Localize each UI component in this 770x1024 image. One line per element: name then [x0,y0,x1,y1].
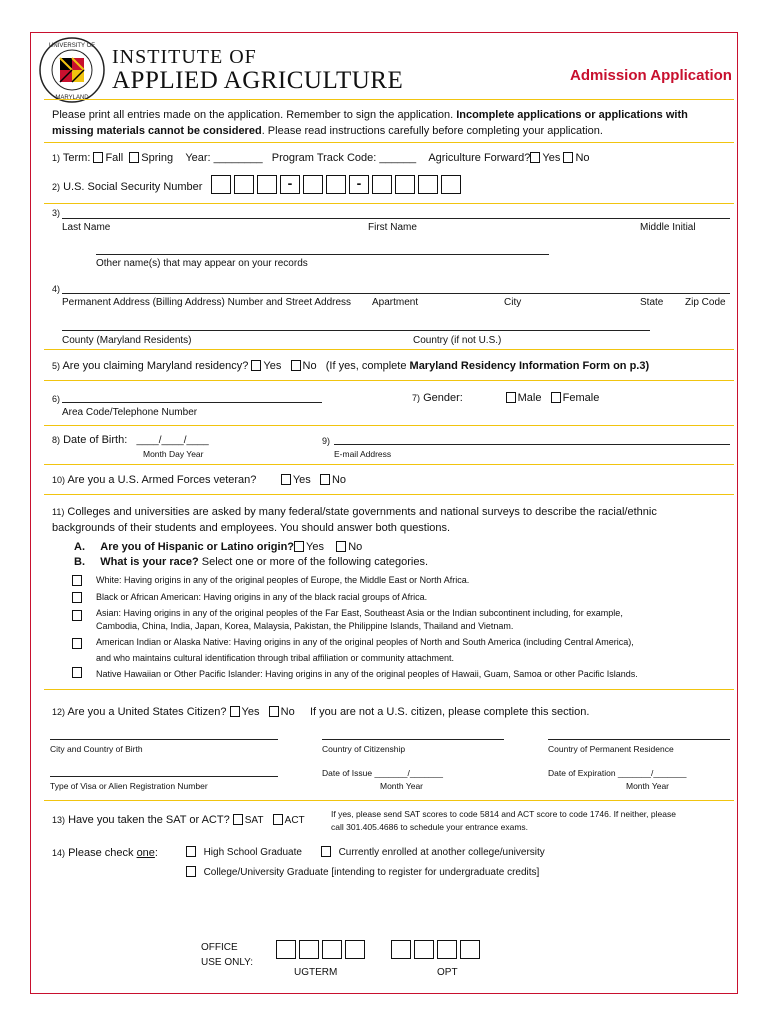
ag-forward-yes: Yes [542,152,561,164]
hs-grad-checkbox[interactable] [186,846,196,857]
svg-text:MARYLAND: MARYLAND [55,95,89,101]
first-name-label: First Name [368,222,417,233]
sat-act-note-2: call 301.405.4686 to schedule your entrance exams. [331,822,529,832]
residency-no: No [302,360,317,372]
q11-b-letter: B. [74,556,85,568]
q14-label-pre: Please check [68,847,137,859]
q11-intro-2: backgrounds of their students and employees. You should answer both questions. [52,522,451,534]
email-line[interactable] [334,444,730,445]
ugterm-box-4[interactable] [345,940,365,959]
intro-text [52,107,722,139]
dob-label: Date of Birth: [63,434,128,446]
q11-b-row [74,556,428,568]
divider-q12 [44,800,734,801]
residency-yes: Yes [263,360,282,372]
seal-graphic [38,36,106,104]
office-use-label-2: USE ONLY: [201,957,254,968]
american-indian-checkbox[interactable] [72,638,82,649]
divider-q2 [44,203,734,204]
residence-label: Country of Permanent Residence [548,744,674,754]
dob-sub-label: Month Day Year [143,449,204,459]
q8-row [52,434,209,446]
ssn-box-2[interactable] [234,175,254,194]
q12-row [52,706,589,718]
last-name-label: Last Name [62,222,111,233]
q11-num: 11) [52,507,65,517]
opt-label: OPT [437,967,458,978]
term-label: Term: [62,152,91,164]
divider-q9 [44,464,734,465]
q11-a-row [74,541,362,553]
black-label: Black or African American: Having origins in any of the black racial groups of Africa. [96,592,428,602]
ssn-dash-1: - [280,175,300,194]
race-instruction: Select one or more of the following categories. [198,556,428,568]
white-label: White: Having origins in any of the original peoples of Europe, the Middle East or North Africa. [96,575,470,585]
state-label: State [640,297,664,308]
issue-date-field[interactable]: Date of Issue _______/_______ [322,768,443,778]
hispanic-yes-checkbox[interactable] [294,541,304,552]
sat-label: SAT [244,815,264,826]
birth-label: City and Country of Birth [50,744,143,754]
address-label: Permanent Address (Billing Address) Number and Street Address [62,297,352,308]
ag-forward-no: No [575,152,590,164]
residency-label: Are you claiming Maryland residency? [62,360,249,372]
ugterm-box-3[interactable] [322,940,342,959]
opt-box-1[interactable] [391,940,411,959]
veteran-yes: Yes [292,474,311,486]
q14-label-one: one [136,847,155,859]
q8-num: 8) [52,435,61,445]
track-code-field[interactable]: Program Track Code: ______ [271,152,417,164]
county-line[interactable] [62,330,650,331]
q7-row [412,392,599,404]
veteran-yes-checkbox[interactable] [281,474,291,485]
q9-num: 9) [322,436,331,446]
phone-line[interactable] [62,402,322,403]
hispanic-yes: Yes [306,541,324,553]
hispanic-no: No [348,541,363,553]
other-names-label: Other name(s) that may appear on your records [96,258,308,269]
middle-initial-label: Middle Initial [640,222,696,233]
q1-row [52,152,590,164]
sat-act-label: Have you taken the SAT or ACT? [68,814,230,826]
veteran-label: Are you a U.S. Armed Forces veteran? [67,474,257,486]
divider-q11 [44,689,734,690]
male-checkbox[interactable] [506,392,516,403]
q10-row [52,474,346,486]
hispanic-no-checkbox[interactable] [336,541,346,552]
zip-label: Zip Code [685,297,726,308]
intro-bold: Incomplete applications or applications with missing materials cannot be considered [52,109,688,137]
enrolled-row [321,846,545,858]
q2-label [52,181,202,193]
residency-yes-checkbox[interactable] [251,360,261,371]
divider-q4 [44,349,734,350]
ugterm-label: UGTERM [294,967,338,978]
ag-forward-no-checkbox[interactable] [563,152,573,163]
ssn-dash-2: - [349,175,369,194]
address-line[interactable] [62,293,730,294]
ag-forward-yes-checkbox[interactable] [530,152,540,163]
apartment-label: Apartment [372,297,419,308]
q5-num: 5) [52,361,61,371]
hispanic-question: Are you of Hispanic or Latino origin? [100,541,295,553]
divider-q10 [44,494,734,495]
race-question: What is your race? [100,556,199,568]
q13-num: 13) [52,815,66,825]
citizen-label: Are you a United States Citizen? [67,706,227,718]
q11-intro-text1: Colleges and universities are asked by many federal/state governments and national surveys to describe the racial/ethnic [67,506,657,518]
email-label: E-mail Address [334,449,392,459]
black-checkbox[interactable] [72,592,82,603]
issue-date-sub: Month Year [380,781,424,791]
residency-note-bold: Maryland Residency Information Form on p.3) [409,360,650,372]
q6-num: 6) [52,394,61,404]
veteran-no-checkbox[interactable] [320,474,330,485]
citizen-no-checkbox[interactable] [269,706,279,717]
white-checkbox[interactable] [72,575,82,586]
ssn-box-6[interactable] [372,175,392,194]
dob-field[interactable]: ____/____/____ [136,435,209,446]
residency-note: (If yes, complete [325,360,410,372]
enrolled-checkbox[interactable] [321,846,331,857]
ssn-box-7[interactable] [395,175,415,194]
asian-label-1: Asian: Having origins in any of the original peoples of the Far East, Southeast Asia or the Indian subcontinent including, for example, [96,608,623,618]
institute-line2: APPLIED AGRICULTURE [112,67,404,94]
citizen-note: If you are not a U.S. citizen, please complete this section. [309,706,590,718]
sat-act-note-1: If yes, please send SAT scores to code 5814 and ACT score to code 1746. If neither, please [331,809,676,819]
umd-seal [38,36,106,104]
q11-a-letter: A. [74,541,85,553]
phone-label: Area Code/Telephone Number [62,407,198,418]
visa-line[interactable] [50,776,278,777]
asian-label-2: Cambodia, China, India, Japan, Korea, Malaysia, Pakistan, the Philippine Islands, Thailand and Vietnam. [96,621,514,631]
divider-intro [44,142,734,143]
q10-num: 10) [52,475,66,485]
birth-line[interactable] [50,739,278,740]
residence-line[interactable] [548,739,730,740]
q1-num: 1) [52,153,61,163]
citizen-no: No [280,706,295,718]
hawaiian-label: Native Hawaiian or Other Pacific Islander: Having origins in any of the original peoples of Hawaii, Guam, Samoa or other Pacific Islands. [96,669,638,679]
college-grad-label: College/University Graduate [intending to register for undergraduate credits] [203,867,540,878]
q12-num: 12) [52,707,66,717]
ssn-box-3[interactable] [257,175,277,194]
q7-num: 7) [412,393,421,403]
opt-box-2[interactable] [414,940,434,959]
q14-num: 14) [52,848,66,858]
opt-box-3[interactable] [437,940,457,959]
office-use-label-1: OFFICE [201,942,238,953]
year-field[interactable]: Year: ________ [185,152,263,164]
expiration-date-field[interactable]: Date of Expiration _______/_______ [548,768,687,778]
ssn-box-1[interactable] [211,175,231,194]
citizenship-label: Country of Citizenship [322,744,406,754]
ag-forward-label: Agriculture Forward? [428,152,531,164]
gender-label: Gender: [423,392,463,404]
residency-no-checkbox[interactable] [291,360,301,371]
q14-label-post: : [154,847,158,859]
city-label: City [504,297,522,308]
ssn-box-8[interactable] [418,175,438,194]
q5-row [52,360,649,372]
name-line[interactable] [62,218,730,219]
other-names-line[interactable] [96,254,549,255]
enrolled-label: Currently enrolled at another college/university [338,847,545,858]
asian-checkbox[interactable] [72,610,82,621]
citizen-yes-checkbox[interactable] [230,706,240,717]
expiration-date-sub: Month Year [626,781,670,791]
act-label: ACT [284,815,305,826]
spring-label: Spring [141,152,174,164]
q13-row [52,814,305,826]
divider-q7 [44,425,734,426]
male-label: Male [517,392,542,404]
hs-grad-label: High School Graduate [203,847,302,858]
country-label: Country (if not U.S.) [413,335,502,346]
college-grad-checkbox[interactable] [186,866,196,877]
hawaiian-checkbox[interactable] [72,667,82,678]
intro-part1: Please print all entries made on the application. Remember to sign the application. [52,109,457,121]
ugterm-box-2[interactable] [299,940,319,959]
county-label: County (Maryland Residents) [62,335,192,346]
q2-num: 2) [52,182,61,192]
divider-q5 [44,380,734,381]
female-label: Female [562,392,600,404]
intro-part2: . Please read instructions carefully before completing your application. [261,125,603,137]
q14-label [52,847,158,859]
citizenship-line[interactable] [322,739,504,740]
ugterm-box-1[interactable] [276,940,296,959]
college-grad-row [186,866,539,878]
sat-checkbox[interactable] [233,814,243,825]
female-checkbox[interactable] [551,392,561,403]
act-checkbox[interactable] [273,814,283,825]
ssn-box-4[interactable] [303,175,323,194]
opt-box-4[interactable] [460,940,480,959]
fall-label: Fall [105,152,124,164]
fall-checkbox[interactable] [93,152,103,163]
form-title: Admission Application [570,67,732,84]
ssn-box-9[interactable] [441,175,461,194]
ssn-label: U.S. Social Security Number [63,181,203,193]
hs-grad-row [186,846,302,858]
american-indian-label-1: American Indian or Alaska Native: Having origins in any of the original peoples of North and South America (including Central America), [96,637,634,647]
ssn-box-5[interactable] [326,175,346,194]
q11-intro-1 [52,506,657,518]
q4-num: 4) [52,284,61,294]
american-indian-label-2: and who maintains cultural identification through tribal affiliation or community attachment. [96,653,455,663]
citizen-yes: Yes [241,706,260,718]
institute-line1: INSTITUTE OF [112,46,257,68]
visa-label: Type of Visa or Alien Registration Number [50,781,208,791]
q3-num: 3) [52,208,61,218]
svg-text:UNIVERSITY OF: UNIVERSITY OF [49,43,95,49]
header-divider [44,99,734,100]
veteran-no: No [331,474,347,486]
spring-checkbox[interactable] [129,152,139,163]
